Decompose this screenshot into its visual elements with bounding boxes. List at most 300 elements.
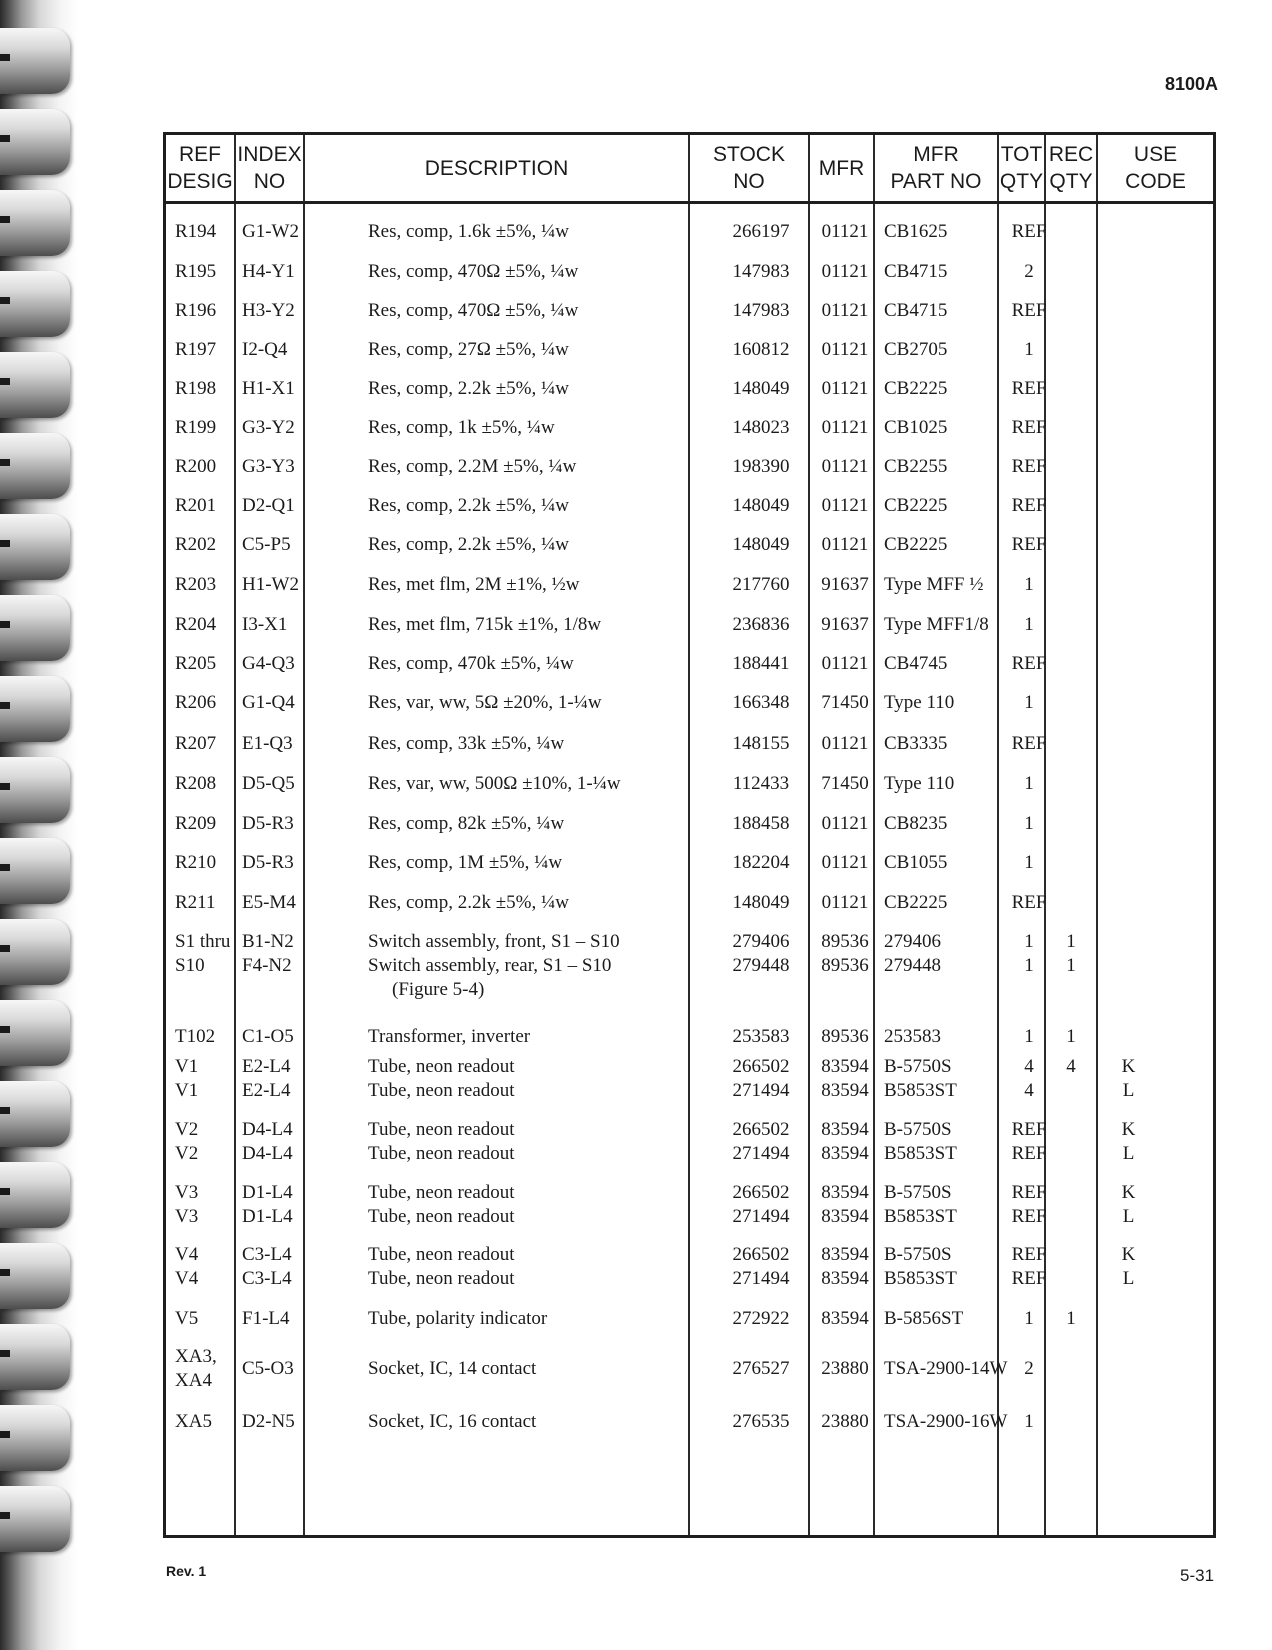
cell-text [1046,812,1096,836]
rec-qty-cell [1046,494,1096,518]
cell-text: 148049 [732,495,790,516]
cell-text: V5 [175,1308,199,1329]
description-cell [368,652,574,676]
use-code-cell [1101,1243,1156,1291]
stock-no-cell [696,1307,826,1331]
cell-text: 91637 [821,614,869,635]
cell-text: REF [1011,1143,1047,1164]
use-code-cell [1101,1181,1156,1229]
cell-text: K [1121,1182,1136,1203]
description-cell [368,691,602,715]
cell-text: 01121 [821,892,869,913]
use-code-cell [1101,416,1156,440]
ref-desig-cell [175,377,216,401]
cell-text: REF [1011,892,1047,913]
stock-no-cell [696,812,826,836]
rec-qty-cell [1046,1357,1096,1381]
index-no-cell [242,220,299,244]
cell-text: Res, comp, 2.2k ±5%, ¼w [368,378,569,399]
cell-text: Res, comp, 2.2k ±5%, ¼w [368,534,569,555]
mfr-part-no-cell [884,494,947,518]
cell-text: 89536 [821,1026,869,1047]
description-cell [368,1055,515,1103]
cell-text: Res, comp, 27Ω ±5%, ¼w [368,339,569,360]
header-index-no [236,135,303,201]
cell-text: 188458 [732,813,790,834]
binding-ring [0,352,70,418]
description-cell [368,220,569,244]
cell-text: CB2225 [884,892,948,913]
cell-text [1101,613,1156,637]
use-code-cell [1101,930,1156,978]
cell-text [1101,260,1156,284]
cell-text: C3-L4 [242,1244,292,1265]
description-cell [368,416,555,440]
cell-text: REF [1011,1119,1047,1140]
ref-desig-cell [175,1410,212,1434]
ref-desig-cell [175,930,230,978]
use-code-cell [1101,1025,1156,1049]
cell-text: B5853ST [884,1206,957,1227]
description-cell [368,851,562,875]
stock-no-cell [696,1025,826,1049]
stock-no-cell [696,338,826,362]
cell-text: (Figure 5-4) [392,979,485,1000]
cell-text: 148049 [732,892,790,913]
binding-ring [0,1243,70,1309]
cell-text: 266502 [732,1244,790,1265]
rec-qty-cell [1046,416,1096,440]
cell-text: CB2225 [884,534,948,555]
ref-desig-cell [175,533,216,557]
cell-text: 217760 [732,574,790,595]
stock-no-cell [696,732,826,756]
ref-desig-cell [175,338,216,362]
cell-text: CB1055 [884,852,948,873]
header-use-code [1098,135,1213,201]
mfr-part-no-cell [884,338,947,362]
cell-text: R195 [175,261,217,282]
use-code-cell [1101,220,1156,244]
cell-text: 1 [1024,773,1034,794]
ref-desig-cell [175,851,216,875]
cell-text: REF [1011,1206,1047,1227]
cell-text: R207 [175,733,217,754]
column-divider [303,135,305,1535]
cell-text [1046,220,1096,244]
cell-text: 271494 [732,1206,790,1227]
cell-text [1101,416,1156,440]
rec-qty-cell [1046,891,1096,915]
cell-text: G3-Y2 [242,417,295,438]
mfr-part-no-cell [884,299,947,323]
cell-text: CB2705 [884,339,948,360]
cell-text: I3-X1 [242,614,288,635]
cell-text: L [1122,1206,1135,1227]
rec-qty-cell [1046,1307,1096,1331]
stock-no-cell [696,299,826,323]
cell-text: Tube, neon readout [368,1268,515,1289]
cell-text: 01121 [821,852,869,873]
cell-text: REF [1011,456,1047,477]
mfr-part-no-cell [884,1055,957,1103]
binding-ring [0,838,70,904]
cell-text: L [1122,1080,1135,1101]
cell-text: Tube, neon readout [368,1143,515,1164]
cell-text: 01121 [821,339,869,360]
cell-text: R208 [175,773,217,794]
cell-text: T102 [175,1026,216,1047]
cell-text [1101,220,1156,244]
cell-text [1046,772,1096,796]
index-no-cell [242,416,295,440]
use-code-cell [1101,851,1156,875]
mfr-part-no-cell [884,851,947,875]
mfr-part-no-cell [884,1181,957,1229]
parts-list-table [163,132,1216,1538]
cell-text: V3 [175,1182,199,1203]
cell-text: CB1625 [884,221,948,242]
header-rec-qty-line2: QTY [1049,170,1093,193]
stock-no-cell [696,691,826,715]
cell-text: L [1122,1143,1135,1164]
mfr-part-no-cell [884,691,954,715]
index-no-cell [242,455,295,479]
cell-text [1046,338,1096,362]
cell-text: D4-L4 [242,1143,293,1164]
use-code-cell [1101,455,1156,479]
mfr-part-no-cell [884,377,947,401]
cell-text: B-5856ST [884,1308,964,1329]
mfr-part-no-cell [884,812,947,836]
cell-text: Transformer, inverter [368,1026,531,1047]
header-tot-qty-line1: TOT [1000,143,1043,166]
cell-text [1046,377,1096,401]
cell-text: REF [1011,653,1047,674]
cell-text: R202 [175,534,217,555]
rec-qty-cell [1046,691,1096,715]
cell-text: 4 [1066,1056,1076,1077]
use-code-cell [1101,573,1156,597]
mfr-code-cell [816,1243,874,1291]
mfr-part-no-cell [884,1357,1007,1381]
cell-text: I2-Q4 [242,339,288,360]
mfr-part-no-cell [884,891,947,915]
cell-text [1046,732,1096,756]
stock-no-cell [696,377,826,401]
description-cell [368,1307,547,1331]
mfr-code-cell [816,652,874,676]
cell-text: REF [1011,1244,1047,1265]
stock-no-cell [696,260,826,284]
mfr-code-cell [816,1181,874,1229]
binding-ring [0,1324,70,1390]
description-cell [368,533,569,557]
ref-desig-cell [175,573,216,597]
cell-text [1101,1307,1156,1331]
mfr-code-cell [816,260,874,284]
cell-text [1046,573,1096,597]
cell-text: S10 [175,955,205,976]
description-cell [368,930,620,1002]
header-mfr-line1: MFR [818,156,865,180]
header-description-line1: DESCRIPTION [424,156,569,180]
cell-text: 148049 [732,534,790,555]
mfr-part-no-cell [884,416,947,440]
stock-no-cell [696,1118,826,1166]
cell-text: Socket, IC, 16 contact [368,1411,537,1432]
cell-text: Tube, neon readout [368,1080,515,1101]
cell-text: 1 [1066,931,1076,952]
mfr-code-cell [816,338,874,362]
cell-text [1046,299,1096,323]
rec-qty-cell [1046,732,1096,756]
cell-text: R197 [175,339,217,360]
header-ref-desig-line2: DESIG [167,170,233,193]
mfr-part-no-cell [884,573,984,597]
cell-text: Res, comp, 2.2k ±5%, ¼w [368,495,569,516]
index-no-cell [242,1025,294,1049]
ref-desig-cell [175,691,216,715]
cell-text [1046,891,1096,915]
rec-qty-cell [1046,1410,1096,1434]
cell-text: R204 [175,614,217,635]
index-no-cell [242,930,294,978]
rec-qty-cell [1046,1181,1096,1229]
index-no-cell [242,1410,295,1434]
cell-text: 4 [1024,1056,1034,1077]
cell-text: Tube, neon readout [368,1119,515,1140]
index-no-cell [242,652,295,676]
cell-text: REF [1011,1182,1047,1203]
cell-text: G3-Y3 [242,456,295,477]
cell-text: 71450 [821,692,869,713]
cell-text: B-5750S [884,1244,952,1265]
cell-text: 1 [1024,339,1034,360]
cell-text: 236836 [732,614,790,635]
cell-text: R205 [175,653,217,674]
cell-text: C5-O3 [242,1357,294,1379]
cell-text: Type 110 [884,692,955,713]
cell-text: 1 [1024,614,1034,635]
ref-desig-cell [175,1181,198,1229]
rec-qty-cell [1046,1025,1096,1049]
binding-ring [0,1486,70,1552]
header-mfr-part-no [875,135,997,201]
stock-no-cell [696,533,826,557]
mfr-code-cell [816,1025,874,1049]
ref-desig-cell [175,652,216,676]
index-no-cell [242,812,294,836]
ref-desig-cell [175,299,216,323]
cell-text: E2-L4 [242,1080,291,1101]
binding-ring [0,595,70,661]
cell-text: 23880 [821,1411,869,1432]
cell-text: Res, comp, 1.6k ±5%, ¼w [368,221,569,242]
binding-ring [0,757,70,823]
stock-no-cell [696,1410,826,1434]
cell-text: 279406 [884,931,941,952]
stock-no-cell [696,416,826,440]
cell-text: REF [1011,221,1047,242]
cell-text: 271494 [732,1268,790,1289]
cell-text: K [1121,1056,1136,1077]
rec-qty-cell [1046,812,1096,836]
header-description [305,135,688,201]
description-cell [368,613,601,637]
stock-no-cell [696,891,826,915]
cell-text [1101,1357,1156,1381]
index-no-cell [242,533,291,557]
cell-text: 01121 [821,261,869,282]
ref-desig-cell [175,1307,198,1331]
mfr-part-no-cell [884,1025,941,1049]
cell-text: 276535 [732,1411,790,1432]
cell-text: 160812 [732,339,790,360]
stock-no-cell [696,1243,826,1291]
ref-desig-cell [175,260,216,284]
mfr-part-no-cell [884,260,947,284]
cell-text [1046,1118,1096,1142]
cell-text: 266502 [732,1182,790,1203]
column-divider [688,135,690,1535]
cell-text [1101,954,1156,978]
rec-qty-cell [1046,338,1096,362]
cell-text: Tube, neon readout [368,1056,515,1077]
cell-text: L [1122,1268,1135,1289]
cell-text: 83594 [821,1206,869,1227]
rec-qty-cell [1046,772,1096,796]
description-cell [368,260,578,284]
rec-qty-cell [1046,377,1096,401]
mfr-code-cell [816,1410,874,1434]
mfr-part-no-cell [884,533,947,557]
index-no-cell [242,772,295,796]
cell-text: 188441 [732,653,790,674]
ref-desig-cell [175,613,216,637]
rec-qty-cell [1046,573,1096,597]
mfr-part-no-cell [884,613,989,637]
page-number: 5-31 [1180,1566,1215,1585]
index-no-cell [242,1357,294,1381]
rec-qty-cell [1046,220,1096,244]
cell-text: B-5750S [884,1056,952,1077]
cell-text: CB1025 [884,417,948,438]
cell-text [1101,494,1156,518]
index-no-cell [242,260,295,284]
cell-text: 279448 [884,955,941,976]
cell-text [1046,1267,1096,1291]
cell-text: Tube, neon readout [368,1206,515,1227]
cell-text: Res, met flm, 2M ±1%, ½w [368,574,580,595]
binding-ring [0,28,70,94]
mfr-part-no-cell [884,1307,963,1331]
cell-text: 2 [1024,261,1034,282]
cell-text: 01121 [821,495,869,516]
cell-text: H1-X1 [242,378,295,399]
cell-text: E1-Q3 [242,733,293,754]
index-no-cell [242,1307,290,1331]
cell-text: D1-L4 [242,1182,293,1203]
rec-qty-cell [1046,1055,1096,1103]
cell-text: 147983 [732,261,790,282]
mfr-code-cell [816,494,874,518]
cell-text: CB2225 [884,495,948,516]
cell-text [1101,812,1156,836]
header-mfr [810,135,873,201]
cell-text: Res, comp, 82k ±5%, ¼w [368,813,565,834]
cell-text: 01121 [821,534,869,555]
mfr-code-cell [816,377,874,401]
use-code-cell [1101,494,1156,518]
cell-text: 23880 [821,1357,869,1379]
mfr-part-no-cell [884,1118,957,1166]
cell-text: 83594 [821,1268,869,1289]
cell-text: Type MFF ½ [884,574,984,595]
cell-text: 01121 [821,813,869,834]
stock-no-cell [696,455,826,479]
description-cell [368,1025,530,1049]
stock-no-cell [696,573,826,597]
header-index-no-line2: NO [253,170,286,193]
cell-text: Res, met flm, 715k ±1%, 1/8w [368,614,602,635]
cell-text [1046,613,1096,637]
mfr-code-cell [816,613,874,637]
cell-text: Tube, neon readout [368,1182,515,1203]
cell-text [1101,455,1156,479]
header-rec-qty [1046,135,1096,201]
cell-text: 1 [1024,574,1034,595]
cell-text: Switch assembly, front, S1 – S10 [368,931,620,952]
revision-label: Rev. 1 [166,1563,207,1579]
use-code-cell [1101,338,1156,362]
cell-text [1101,930,1156,954]
cell-text: 01121 [821,733,869,754]
mfr-code-cell [816,533,874,557]
binding-ring [0,1405,70,1471]
page-model-id: 8100A [1165,74,1219,94]
cell-text: D2-Q1 [242,495,295,516]
stock-no-cell [696,930,826,978]
cell-text [1101,338,1156,362]
spiral-binding [0,0,78,1650]
description-cell [368,1357,536,1381]
cell-text: 271494 [732,1143,790,1164]
binding-ring [0,1162,70,1228]
cell-text: F1-L4 [242,1308,290,1329]
cell-text: V1 [175,1056,199,1077]
description-cell [368,338,569,362]
cell-text: CB2255 [884,456,948,477]
cell-text: 182204 [732,852,790,873]
mfr-part-no-cell [884,1410,1007,1434]
cell-text [1046,455,1096,479]
use-code-cell [1101,533,1156,557]
cell-text [1101,691,1156,715]
mfr-part-no-cell [884,652,947,676]
cell-text: R203 [175,574,217,595]
cell-text: C5-P5 [242,534,291,555]
header-mfr-part-no-line1: MFR [913,143,959,166]
cell-text [1101,772,1156,796]
cell-text: C3-L4 [242,1268,292,1289]
mfr-code-cell [816,891,874,915]
index-no-cell [242,1243,292,1291]
ref-desig-cell [175,1243,198,1291]
index-no-cell [242,494,295,518]
header-stock-no-line2: NO [733,170,765,193]
ref-desig-cell [175,732,216,756]
